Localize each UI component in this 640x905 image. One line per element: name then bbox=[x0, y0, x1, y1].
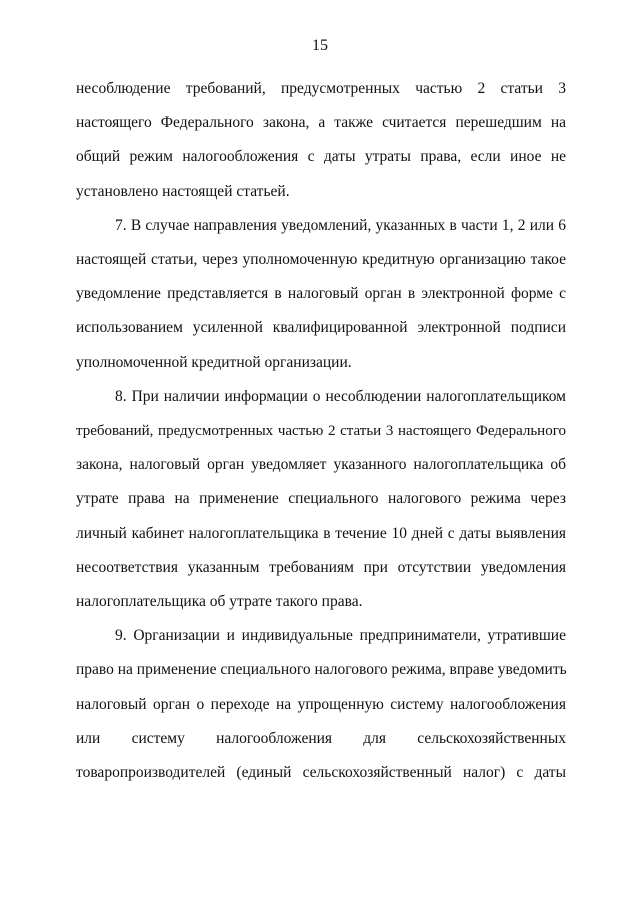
document-body bbox=[76, 72, 566, 790]
text-line: или систему налогообложения для сельскохозяйственных bbox=[76, 729, 566, 747]
paragraph-continuation bbox=[76, 72, 566, 209]
text-line: 8. При наличии информации о несоблюдении налогоплательщиком bbox=[115, 387, 566, 405]
text-line: личный кабинет налогоплательщика в течение 10 дней с даты выявления bbox=[76, 524, 566, 542]
text-line: настоящей статьи, через уполномоченную кредитную организацию такое bbox=[76, 251, 566, 269]
text-line: общий режим налогообложения с даты утраты права, если иное не bbox=[76, 148, 566, 166]
text-line: 7. В случае направления уведомлений, указанных в части 1, 2 или 6 bbox=[115, 216, 566, 234]
text-line: налогоплательщика об утрате такого права. bbox=[76, 593, 363, 611]
text-line: настоящего Федерального закона, а также считается перешедшим на bbox=[76, 114, 566, 132]
text-line: закона, налоговый орган уведомляет указанного налогоплательщика об bbox=[76, 456, 566, 474]
text-line: уполномоченной кредитной организации. bbox=[76, 353, 352, 371]
text-line: утрате права на применение специального налогового режима через bbox=[76, 490, 566, 508]
text-line: несоблюдение требований, предусмотренных частью 2 статьи 3 bbox=[76, 80, 566, 97]
text-line: 9. Организации и индивидуальные предприниматели, утратившие bbox=[115, 627, 566, 645]
paragraph-9 bbox=[76, 619, 566, 790]
text-line: использованием усиленной квалифицированной электронной подписи bbox=[76, 319, 566, 337]
text-line: налоговый орган о переходе на упрощенную систему налогообложения bbox=[76, 695, 566, 713]
text-line: требований, предусмотренных частью 2 статьи 3 настоящего Федерального bbox=[76, 423, 566, 440]
text-line: товаропроизводителей (единый сельскохозяйственный налог) с даты bbox=[76, 764, 566, 782]
text-line: право на применение специального налогового режима, вправе уведомить bbox=[76, 661, 567, 679]
paragraph-8 bbox=[76, 380, 566, 619]
text-line: уведомление представляется в налоговый орган в электронной форме с bbox=[76, 285, 566, 303]
paragraph-7 bbox=[76, 209, 566, 380]
text-line: несоответствия указанным требованиям при отсутствии уведомления bbox=[76, 558, 566, 576]
text-line: установлено настоящей статьей. bbox=[76, 182, 290, 200]
page-number: 15 bbox=[312, 37, 328, 54]
